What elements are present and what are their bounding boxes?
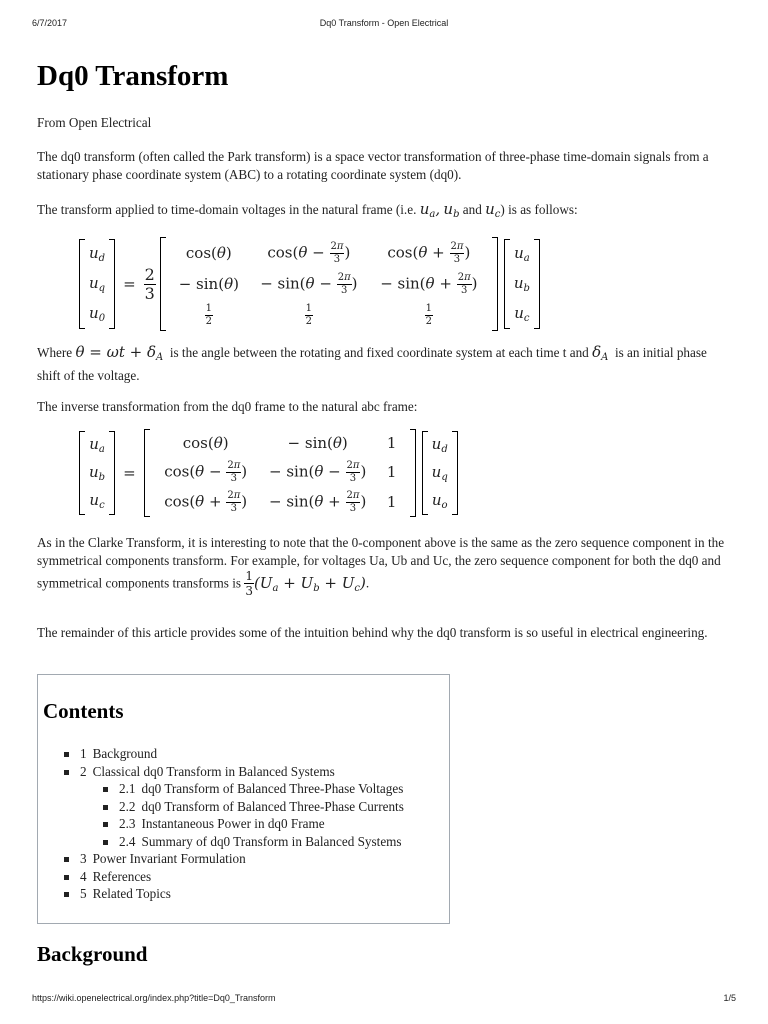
abc-vector: $u_a$ $u_b$ $u_c$ (504, 239, 540, 329)
clarke-text: As in the Clarke Transform, it is interesting to note that the 0-component above is the same as the zero sequence component in the symmetrical components transform. For example, for voltages Ua, Ub and Uc, the zero sequence component for both the dq0 and symmetrical components transforms is (37, 535, 725, 591)
toc-item-references[interactable]: 4 References (64, 868, 404, 886)
inverse-transform-equation: $u_a$ $u_b$ $u_c$ = cos(θ) − sin(θ) 1 cos(θ − $\frac{2\pi}{3}$ ) − sin(θ − $\frac{2\pi}{3}$ ) 1 cos(θ + $\frac{2\pi}{3}$ ) − sin(θ + $\frac{2\pi}{3}$ ) 1 $u_d$ $u_q$ $u_o$ (79, 430, 458, 516)
intro-paragraph: The dq0 transform (often called the Park transform) is a space vector transformation of three-phase time-domain signals from a stationary phase coordinate system (ABC) to a rotating coordinate system (dq0). (37, 149, 709, 182)
print-header (32, 18, 736, 30)
abc-vector-inverse: $u_a$ $u_b$ $u_c$ (79, 431, 115, 515)
transform-and-text: and (462, 202, 482, 217)
dq0-transform-equation: $u_d$ $u_q$ $u_0$ = $\frac{2}{3}$ cos(θ) cos(θ − $\frac{2\pi}{3}$ ) cos(θ + $\frac{2\pi}{3}$ ) − sin(θ) − sin(θ − $\frac{2\pi}{3}$ ) − sin(θ + $\frac{2\pi}{3}$ ) $\frac{1}{2}$ $\frac{1}{2}$ $\frac{1}{2}$ $u_a$ $u_b$ $u_c$ (79, 236, 540, 332)
where-mid-text: is the angle between the rotating and fixed coordinate system at each time t and (169, 345, 589, 360)
ub-symbol: $u_b$ (443, 200, 460, 220)
toc-item-currents[interactable]: 2.2 dq0 Transform of Balanced Three-Phase Currents (103, 798, 404, 816)
inverse-park-matrix: cos(θ) − sin(θ) 1 cos(θ − $\frac{2\pi}{3}$ ) − sin(θ − $\frac{2\pi}{3}$ ) 1 cos(θ + $\frac{2\pi}{3}$ ) − sin(θ + $\frac{2\pi}{3}$ ) 1 (144, 429, 416, 517)
print-url: https://wiki.openelectrical.org/index.php?title=Dq0_Transform (32, 993, 276, 1003)
print-title: Dq0 Transform - Open Electrical (319, 18, 449, 28)
zero-sequence-formula: $\frac{1}{3}$ $(U_a + U_b + U_c)$ (245, 569, 366, 598)
toc-item-power-invariant[interactable]: 3 Power Invariant Formulation (64, 850, 404, 868)
ua-symbol: $u_a$, (419, 200, 441, 220)
toc-sublist (103, 780, 404, 850)
uc-symbol: $u_c$ (485, 200, 501, 220)
park-matrix: cos(θ) cos(θ − $\frac{2\pi}{3}$ ) cos(θ + $\frac{2\pi}{3}$ ) − sin(θ) − sin(θ − $\frac{2\pi}{3}$ ) − sin(θ + $\frac{2\pi}{3}$ ) $\frac{1}{2}$ $\frac{1}{2}$ $\frac{1}{2}$ (160, 237, 498, 331)
two-thirds-factor: $\frac{2}{3}$ (144, 264, 155, 303)
toc-item-power[interactable]: 2.3 Instantaneous Power in dq0 Frame (103, 815, 404, 833)
print-footer (32, 993, 736, 1005)
dq0-vector-inverse: $u_d$ $u_q$ $u_o$ (422, 431, 458, 515)
transform-lead-paragraph (37, 200, 732, 224)
background-heading: Background (37, 942, 148, 966)
toc-item-related-topics[interactable]: 5 Related Topics (64, 885, 404, 903)
toc-item-voltages[interactable]: 2.1 dq0 Transform of Balanced Three-Phase Voltages (103, 780, 404, 798)
transform-lead-text: The transform applied to time-domain voltages in the natural frame (i.e. (37, 202, 417, 217)
toc-item-summary[interactable]: 2.4 Summary of dq0 Transform in Balanced Systems (103, 833, 404, 851)
dq0-vector: $u_d$ $u_q$ $u_0$ (79, 239, 115, 329)
table-of-contents (37, 674, 450, 924)
from-line: From Open Electrical (37, 115, 152, 130)
toc-list (64, 745, 404, 903)
article (37, 56, 732, 966)
where-tail-text: is an initial phase shift of the voltage. (37, 345, 707, 383)
toc-item-background[interactable]: 1 Background (64, 745, 404, 763)
print-date: 6/7/2017 (32, 18, 68, 28)
where-lead-text: Where (37, 345, 73, 360)
where-paragraph (37, 343, 732, 385)
page-title: Dq0 Transform (37, 60, 229, 92)
transform-tail-text: ) is as follows: (500, 202, 578, 217)
toc-heading: Contents (43, 699, 124, 723)
toc-item-classical-dq0[interactable]: 2 Classical dq0 Transform in Balanced Systems 2.1 dq0 Transform of Balanced Three-Phase Voltages 2.2 dq0 Transform of Balanced Three-Phase Currents 2.3 Instantaneous Power in dq0 Frame 2.4 Summary of dq0 Transform in Balanced Systems (64, 763, 404, 851)
print-page-number: 1/5 (723, 993, 736, 1003)
clarke-paragraph: As in the Clarke Transform, it is interesting to note that the 0-component above is the same as the zero sequence component in the symmetrical components transform. For example, for voltages Ua, Ub and Uc, the zero sequence component for both the dq0 and symmetrical components transforms is $\frac{1}{3}$ $(U_a + U_b + U_c)$. (37, 535, 725, 598)
theta-definition: $\theta = \omega t + \delta_A$ (75, 343, 164, 363)
remainder-paragraph: The remainder of this article provides some of the intuition behind why the dq0 transform is so useful in electrical engineering. (37, 625, 708, 640)
delta-a-symbol: $\delta_A$ (592, 343, 609, 363)
inverse-lead-paragraph: The inverse transformation from the dq0 frame to the natural abc frame: (37, 399, 418, 414)
